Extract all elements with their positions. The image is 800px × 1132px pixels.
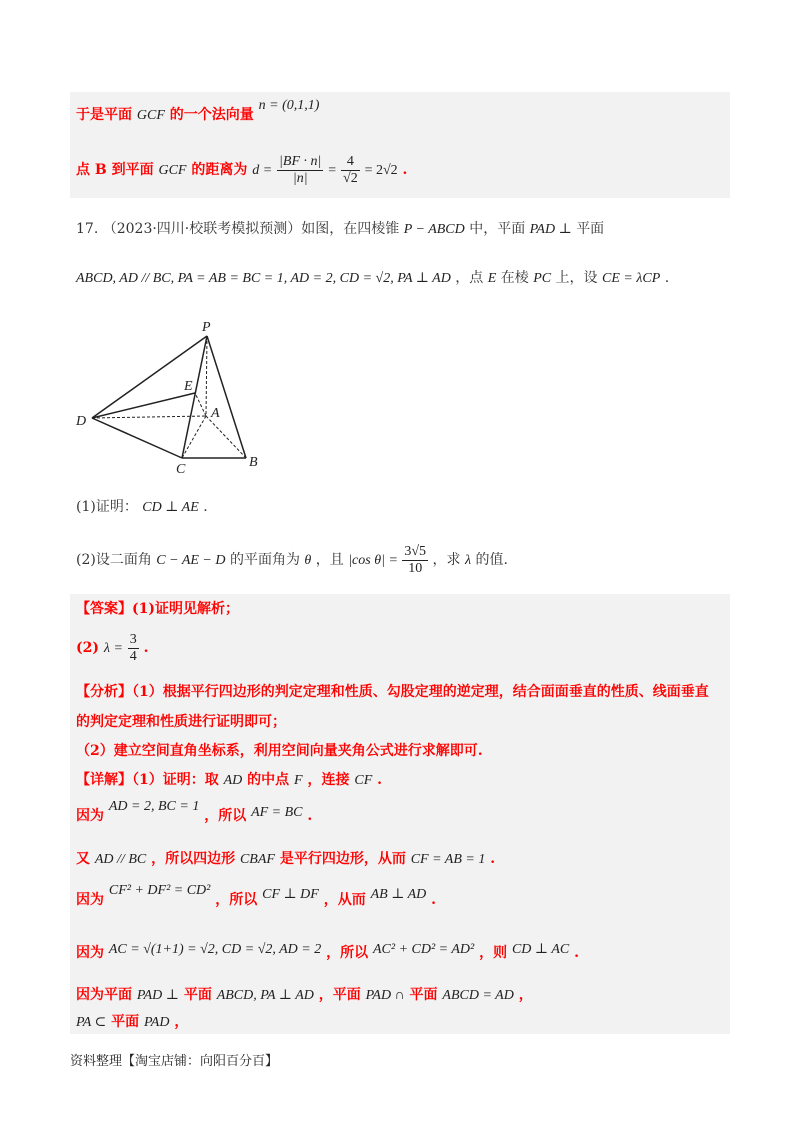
math-plane: GCF	[136, 108, 165, 123]
math: AC = √(1+1) = √2, CD = √2, AD = 2	[108, 942, 322, 957]
answer-line-2	[76, 628, 149, 669]
numerator: |BF · n|	[279, 153, 322, 169]
text: ，所以	[204, 808, 247, 824]
math: θ	[304, 553, 312, 568]
edge-ae	[195, 393, 206, 416]
text: 平面	[183, 987, 212, 1003]
math: ABCD, PA ⊥ AD	[216, 988, 314, 1003]
text: ，	[518, 987, 533, 1003]
math: CF ⊥ DF	[262, 887, 319, 902]
detail-line-2	[76, 799, 313, 827]
math: CD ⊥ AE	[142, 500, 199, 515]
math: PAD ⊥	[136, 988, 179, 1003]
text: 的平面角为	[229, 552, 300, 568]
math: AC² + CD² = AD²	[372, 942, 475, 957]
math: AB ⊥ AD	[370, 887, 427, 902]
edge-da	[92, 416, 206, 418]
detail-line-7	[76, 1012, 188, 1033]
text: .	[377, 772, 382, 788]
text: ，从而	[323, 892, 366, 908]
text: 因为	[76, 945, 104, 961]
text: 的一个法向量	[169, 107, 254, 123]
math-vector: n = (0,1,1)	[258, 98, 320, 113]
edge-pc	[182, 336, 207, 458]
text: 是平行四边形，从而	[279, 851, 406, 867]
text: 中，平面	[469, 221, 526, 237]
text: 的距离为	[191, 162, 248, 178]
text: 因为平面	[76, 987, 132, 1003]
problem-number: 17.	[76, 221, 99, 237]
answer-line-1	[76, 599, 239, 619]
numerator: 3	[129, 631, 137, 647]
label-c: C	[176, 462, 186, 477]
label-b: B	[249, 455, 258, 470]
text: ，点	[455, 270, 484, 286]
math-d: d =	[252, 163, 273, 178]
math: CF	[354, 773, 373, 788]
math: λ =	[103, 641, 123, 656]
edge-pd	[92, 336, 207, 418]
text: 因为	[76, 892, 104, 908]
text: (2)	[76, 640, 99, 656]
fraction	[128, 632, 139, 665]
math: AD // BC	[94, 852, 147, 867]
denominator: |n|	[292, 170, 308, 186]
analysis-line-1	[76, 682, 709, 702]
math: AD	[223, 773, 243, 788]
problem-line-1	[76, 219, 604, 240]
text: .	[574, 945, 579, 961]
math: PA ⊂	[76, 1015, 107, 1030]
equals: =	[328, 163, 337, 178]
text: 平面	[576, 221, 605, 237]
footer-source: 资料整理【淘宝店铺：向阳百分百】	[70, 1054, 279, 1069]
math: E	[487, 271, 497, 286]
edge-pa	[206, 336, 207, 416]
text: .	[402, 162, 408, 178]
text: ，	[174, 1014, 189, 1030]
label-p: P	[202, 320, 211, 335]
math: CD ⊥ AC	[511, 942, 570, 957]
math: AD = 2, BC = 1	[108, 799, 200, 814]
normal-vector-line	[76, 98, 320, 126]
math: P − ABCD	[403, 222, 465, 237]
text: ，所以	[215, 892, 258, 908]
math: PAD ⊥	[529, 222, 572, 237]
detail-line-5	[76, 943, 579, 964]
fraction	[277, 154, 323, 187]
math-plane: GCF	[158, 163, 187, 178]
edge-de	[92, 393, 195, 418]
analysis-line-2	[76, 712, 286, 732]
fraction	[402, 544, 428, 577]
text: .	[664, 270, 670, 286]
text: 于是平面	[76, 107, 132, 123]
label-e: E	[184, 379, 193, 394]
distance-line	[76, 150, 407, 191]
label-d: D	[76, 414, 87, 429]
math: PAD ∩	[365, 988, 405, 1003]
text: 点 B 到平面	[76, 162, 154, 178]
text: 平面	[111, 1014, 140, 1030]
math: ABCD = AD	[442, 988, 514, 1003]
text: (2)设二面角	[76, 552, 152, 568]
result: = 2√2	[364, 163, 398, 178]
detail-line-1	[76, 770, 382, 791]
math: F	[294, 773, 303, 788]
math: λ	[464, 553, 472, 568]
edge-dc	[92, 418, 182, 458]
detail-line-3	[76, 849, 495, 870]
text: .	[431, 892, 437, 908]
detail-line-4	[76, 883, 437, 911]
text: 又	[76, 851, 90, 867]
text: 【答案】(1)证明见解析；	[76, 601, 239, 617]
text: .	[203, 499, 208, 515]
math: PAD	[144, 1015, 170, 1030]
text: (1)证明：	[76, 499, 138, 515]
numerator: 4	[341, 154, 360, 171]
question-1	[76, 497, 208, 518]
fraction	[341, 154, 360, 187]
text: .	[143, 640, 149, 656]
text: 【详解】（1）证明：取	[76, 772, 219, 788]
text: 的值.	[475, 552, 508, 568]
math: AF = BC	[251, 805, 303, 820]
text: ，连接	[307, 772, 350, 788]
text: 在棱	[500, 270, 529, 286]
text: 上，设	[555, 270, 598, 286]
math: C − AE − D	[156, 553, 226, 568]
denominator: √2	[343, 170, 358, 186]
text: ，求	[432, 552, 461, 568]
text: .	[490, 851, 496, 867]
problem-line-2	[76, 268, 669, 289]
analysis-line-3	[76, 741, 483, 761]
math-conditions: ABCD, AD // BC, PA = AB = BC = 1, AD = 2, CD = √2, PA ⊥ AD	[76, 271, 451, 286]
text: 的判定定理和性质进行证明即可；	[76, 714, 286, 730]
text: ，且	[315, 552, 344, 568]
text: ，所以	[326, 945, 369, 961]
math: PC	[533, 271, 552, 286]
text: .	[307, 808, 313, 824]
math: |cos θ| =	[348, 553, 398, 568]
text: （2）建立空间直角坐标系，利用空间向量夹角公式进行求解即可.	[76, 743, 483, 759]
edge-pb	[207, 336, 246, 458]
text: 平面	[409, 987, 438, 1003]
text: ，则	[479, 945, 508, 961]
text: （2023·四川·校联考模拟预测）如图，在四棱锥	[102, 221, 400, 237]
math: CE = λCP	[602, 271, 661, 286]
denominator: 10	[408, 560, 423, 576]
text: 因为	[76, 808, 104, 824]
math: CF² + DF² = CD²	[108, 883, 211, 898]
text: 【分析】（1）根据平行四边形的判定定理和性质、勾股定理的逆定理，结合面面垂直的性质、线面垂直	[76, 684, 709, 700]
pyramid-figure	[70, 318, 270, 478]
detail-line-6	[76, 985, 533, 1006]
math: CBAF	[239, 852, 275, 867]
text: ，所以四边形	[151, 851, 236, 867]
denominator: 4	[129, 648, 137, 664]
math: CF = AB = 1	[410, 852, 486, 867]
numerator: 3√5	[404, 543, 427, 559]
question-2	[76, 540, 508, 581]
text: 的中点	[247, 772, 290, 788]
label-a: A	[211, 406, 220, 421]
text: ，平面	[318, 987, 361, 1003]
